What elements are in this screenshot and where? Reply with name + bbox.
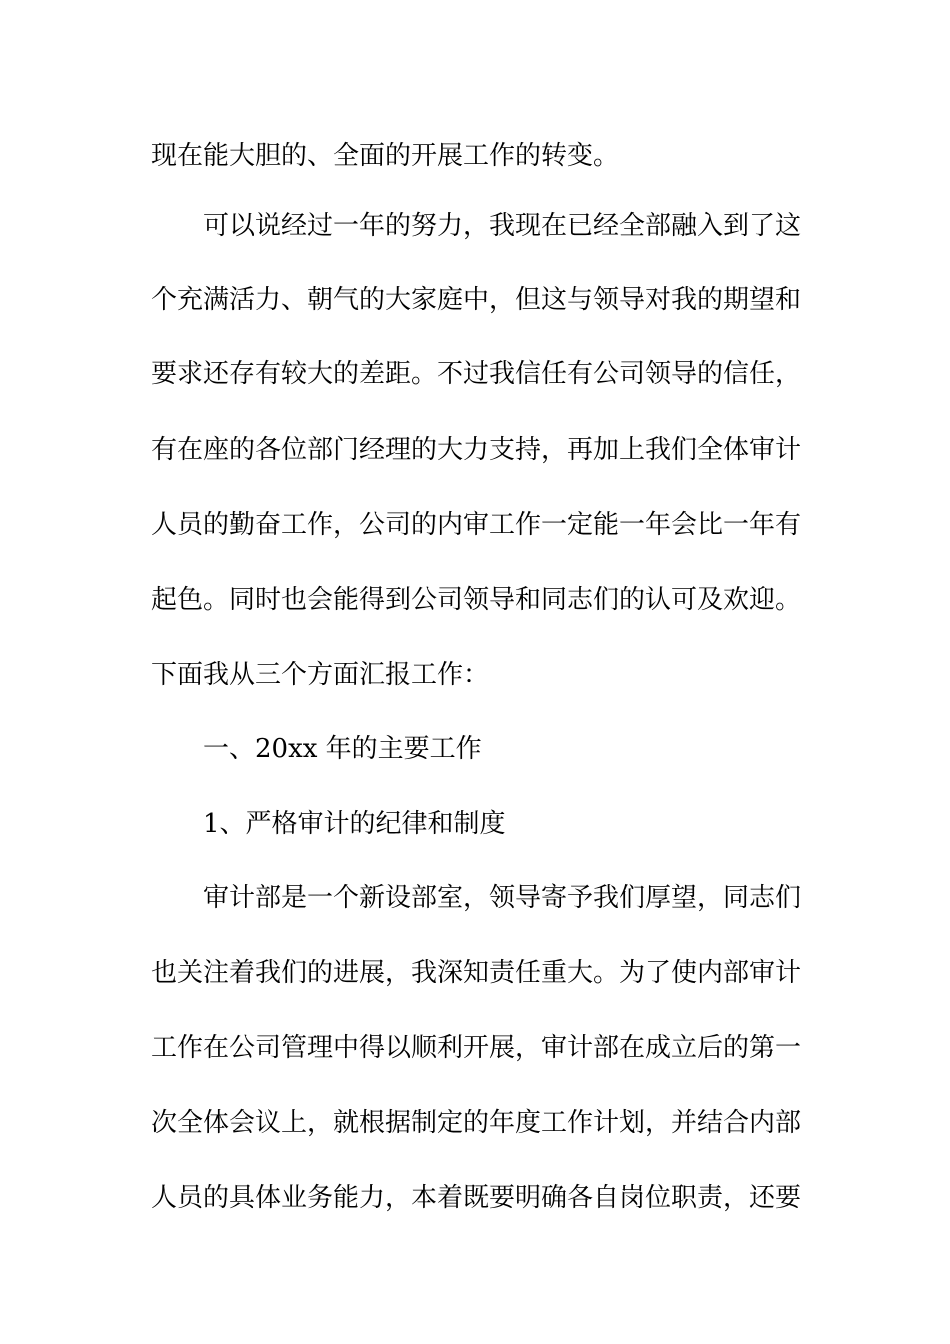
paragraph-start-line: 可以说经过一年的努力，我现在已经全部融入到了这: [203, 211, 801, 241]
text-line: 人员的勤奋工作，公司的内审工作一定能一年会比一年有: [151, 510, 801, 540]
text-line: 有在座的各位部门经理的大力支持，再加上我们全体审计: [151, 435, 801, 465]
text-line: 下面我从三个方面汇报工作：: [151, 660, 490, 690]
text-line: 要求还存有较大的差距。不过我信任有公司领导的信任，: [151, 359, 801, 389]
text-line: 个充满活力、朝气的大家庭中，但这与领导对我的期望和: [151, 285, 801, 315]
paragraph-start-line: 审计部是一个新设部室，领导寄予我们厚望，同志们: [203, 883, 801, 913]
subsection-heading: 1、严格审计的纪律和制度: [203, 809, 506, 839]
section-heading: 一、20xx 年的主要工作: [203, 734, 482, 764]
text-line: 次全体会议上，就根据制定的年度工作计划，并结合内部: [151, 1108, 801, 1138]
text-line: 起色。同时也会能得到公司领导和同志们的认可及欢迎。: [151, 585, 801, 615]
text-line: 也关注着我们的进展，我深知责任重大。为了使内部审计: [151, 958, 801, 988]
text-line: 现在能大胆的、全面的开展工作的转变。: [151, 141, 620, 171]
text-line: 工作在公司管理中得以顺利开展，审计部在成立后的第一: [151, 1033, 801, 1063]
text-line: 人员的具体业务能力，本着既要明确各自岗位职责，还要: [151, 1183, 801, 1213]
